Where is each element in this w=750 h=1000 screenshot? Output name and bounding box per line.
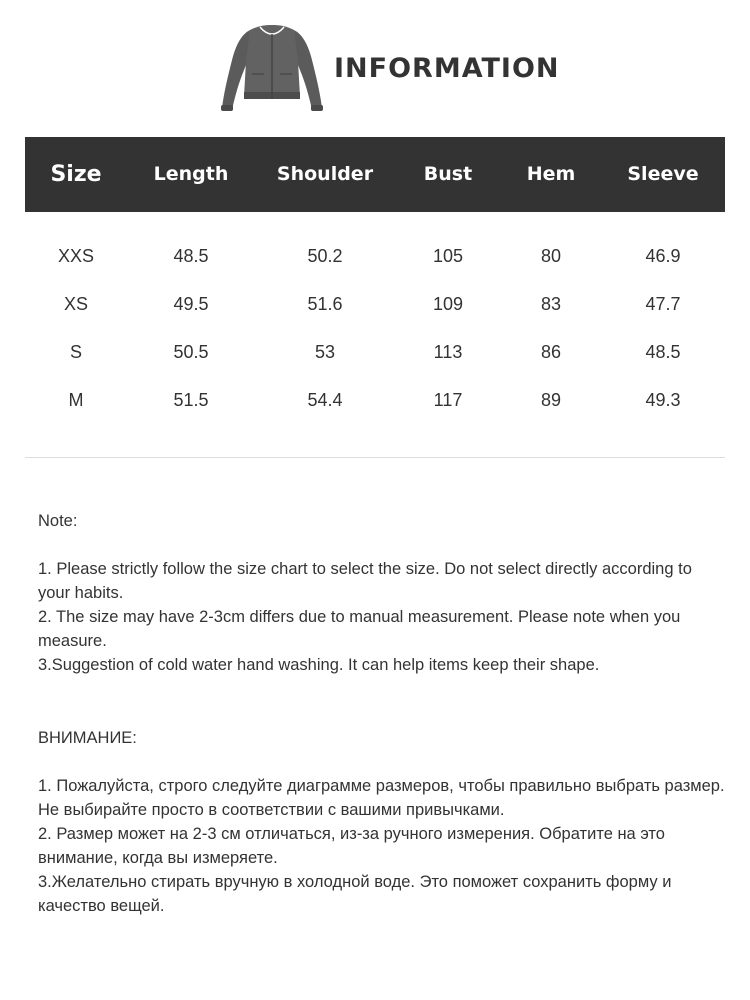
column-header-sleeve: Sleeve xyxy=(627,163,699,185)
column-header-size: Size xyxy=(50,162,102,187)
bust-cell: 117 xyxy=(433,390,463,410)
ru-note-item: 1. Пожалуйста, строго следуйте диаграмме размеров, чтобы правильно выбрать размер. Не выбирайте просто в соответствии с вашими привычками. xyxy=(38,777,725,819)
size-cell: M xyxy=(68,390,84,410)
size-cell: XXS xyxy=(57,246,95,266)
sleeve-cell: 49.3 xyxy=(645,390,681,410)
page-header xyxy=(0,0,750,130)
note-heading xyxy=(38,509,728,533)
column-header-bust: Bust xyxy=(423,163,473,185)
hem-cell: 86 xyxy=(540,342,562,362)
sleeve-cell: 47.7 xyxy=(645,294,681,314)
bust-cell: 109 xyxy=(432,294,464,314)
shoulder-cell: 50.2 xyxy=(307,246,343,266)
shoulder-cell: 53 xyxy=(314,342,336,362)
cardigan-illustration-icon xyxy=(220,22,324,114)
ru-note-item: 2. Размер может на 2-3 см отличаться, из-за ручного измерения. Обратите на это внимание, когда вы измеряете. xyxy=(38,825,665,867)
page-title: INFORMATION xyxy=(334,53,560,84)
sleeve-cell: 48.5 xyxy=(645,342,681,362)
column-header-length: Length xyxy=(153,163,229,185)
note-list-en xyxy=(38,557,728,677)
shoulder-cell: 54.4 xyxy=(307,390,343,410)
shoulder-cell: 51.6 xyxy=(307,294,343,314)
note-heading-text: Note: xyxy=(38,512,78,530)
note-item: 3.Suggestion of cold water hand washing. It can help items keep their shape. xyxy=(38,656,600,674)
size-cell: XS xyxy=(63,294,88,314)
length-cell: 48.5 xyxy=(173,246,209,266)
size-cell: S xyxy=(69,342,82,362)
hem-cell: 89 xyxy=(540,390,562,410)
note-item: 1. Please strictly follow the size chart to select the size. Do not select directly according to your habits. xyxy=(38,560,692,602)
hem-cell: 83 xyxy=(540,294,562,314)
bust-cell: 105 xyxy=(432,246,464,266)
note-list-ru xyxy=(38,774,728,918)
ru-note-item: 3.Желательно стирать вручную в холодной воде. Это поможет сохранить форму и качество вещей. xyxy=(38,873,672,915)
bust-cell: 113 xyxy=(433,342,463,362)
column-header-hem: Hem xyxy=(526,163,576,185)
column-header-shoulder: Shoulder xyxy=(276,163,374,185)
table-row xyxy=(25,328,725,376)
ru-note-heading xyxy=(38,726,728,750)
table-row xyxy=(25,232,725,280)
table-row xyxy=(25,280,725,328)
length-cell: 50.5 xyxy=(173,342,209,362)
ru-note-heading-text: ВНИМАНИЕ: xyxy=(38,729,137,747)
size-table-header xyxy=(25,137,725,212)
sleeve-cell: 46.9 xyxy=(645,246,681,266)
length-cell: 49.5 xyxy=(173,294,209,314)
length-cell: 51.5 xyxy=(173,390,209,410)
hem-cell: 80 xyxy=(540,246,562,266)
section-divider xyxy=(25,457,725,458)
note-item: 2. The size may have 2-3cm differs due to manual measurement. Please note when you measure. xyxy=(38,608,681,650)
table-row xyxy=(25,376,725,424)
size-table-body xyxy=(25,232,725,424)
